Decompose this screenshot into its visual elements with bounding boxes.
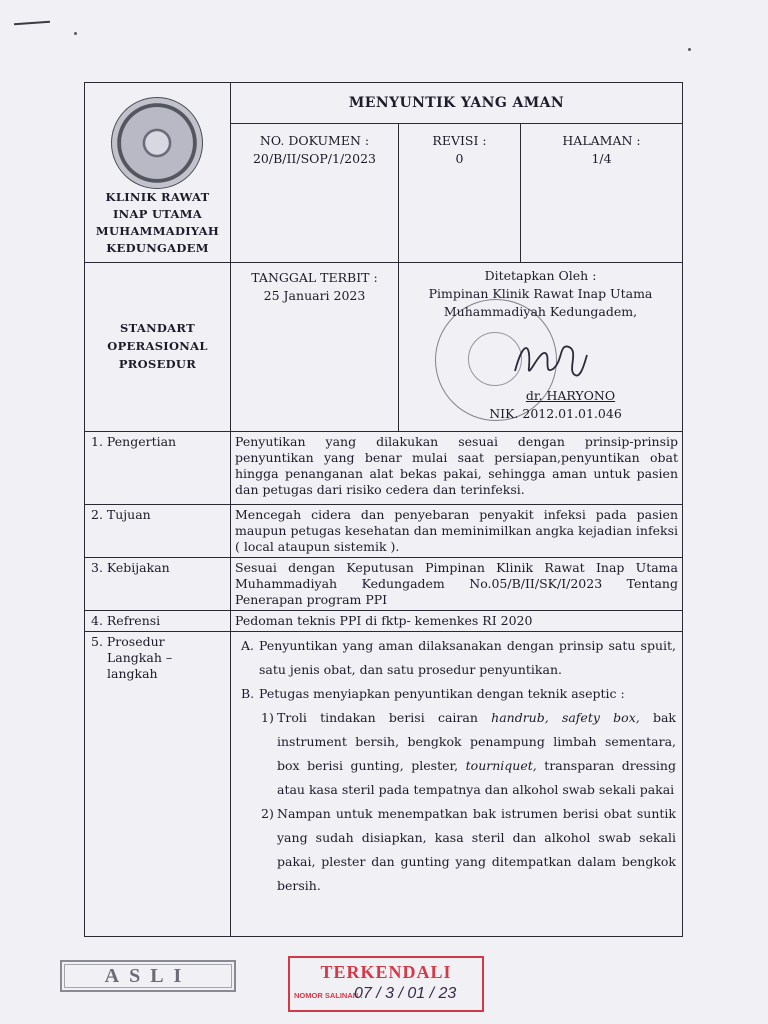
sop-header-table xyxy=(84,82,683,937)
tujuan-text: Mencegah cidera dan penyebaran penyakit infeksi pada pasien maupun petugas kesehatan dan meminimilkan angka kejadian infeksi ( local ataupun sistemik ). xyxy=(231,505,683,558)
prosedur-content xyxy=(231,632,683,937)
sop-label-cell xyxy=(85,263,231,432)
scan-mark xyxy=(14,21,50,26)
tujuan-label: 2. Tujuan xyxy=(85,505,231,558)
doc-number-label: NO. DOKUMEN : xyxy=(259,133,370,148)
set-by-label: Ditetapkan Oleh : xyxy=(484,268,597,283)
revision-value: 0 xyxy=(455,151,464,166)
pengertian-text: Penyutikan yang dilakukan sesuai dengan prinsip-prinsip penyuntikan yang benar mulai saat persiapan,penyuntikan obat hingga penanganan alat bekas pakai, sehingga aman untuk pasien dan petugas dari risiko cedera dan terinfeksi. xyxy=(231,432,683,505)
issue-date-label: TANGGAL TERBIT : xyxy=(251,270,378,285)
revision-cell xyxy=(399,124,521,263)
clinic-logo-cell xyxy=(85,83,231,263)
approval-cell xyxy=(399,263,683,432)
original-stamp: ASLI xyxy=(60,960,236,992)
prosedur-item-b: B. Petugas menyiapkan penyuntikan dengan teknik aseptic : xyxy=(241,686,625,701)
page-cell xyxy=(521,124,683,263)
controlled-copy-stamp xyxy=(288,956,484,1012)
document-title: MENYUNTIK YANG AMAN xyxy=(231,83,683,124)
signer-name: dr. HARYONO xyxy=(525,388,616,403)
referensi-label: 4. Refrensi xyxy=(85,611,231,632)
scan-dot xyxy=(74,32,77,35)
issue-date-value: 25 Januari 2023 xyxy=(263,288,366,303)
referensi-text: Pedoman teknis PPI di fktp- kemenkes RI 2020 xyxy=(231,611,683,632)
copy-number-value: 07 / 3 / 01 / 23 xyxy=(354,985,457,1002)
sop-label: STANDART OPERASIONAL PROSEDUR xyxy=(107,321,208,371)
controlled-copy-title: TERKENDALI xyxy=(320,962,452,982)
prosedur-item-a: A. Penyuntikan yang aman dilaksanakan dengan prinsip satu spuit, satu jenis obat, dan satu prosedur penyuntikan. xyxy=(241,638,676,677)
page-label: HALAMAN : xyxy=(562,133,641,148)
prosedur-subitem-2: 2) Nampan untuk menempatkan bak istrumen berisi obat suntik yang sudah disiapkan, kasa steril dan alkohol swab sekali pakai, plester dan gunting yang ditempatkan dalam bengkok bersih. xyxy=(261,806,676,893)
muhammadiyah-logo-icon xyxy=(111,97,203,189)
issue-date-cell xyxy=(231,263,399,432)
set-by-org-line2: Muhammadiyah Kedungadem, xyxy=(443,304,638,319)
clinic-name: KLINIK RAWAT INAP UTAMA MUHAMMADIYAH KEDUNGADEM xyxy=(95,190,220,255)
revision-label: REVISI : xyxy=(432,133,487,148)
scan-dot xyxy=(688,48,691,51)
kebijakan-label: 3. Kebijakan xyxy=(85,558,231,611)
prosedur-label: 5. Prosedur Langkah – langkah xyxy=(85,632,231,937)
kebijakan-text: Sesuai dengan Keputusan Pimpinan Klinik Rawat Inap Utama Muhammadiyah Kedungadem No.05/B/II/SK/I/2023 Tentang Penerapan program PPI xyxy=(231,558,683,611)
signature-mark xyxy=(509,331,589,391)
prosedur-subitem-1: 1) Troli tindakan berisi cairan handrub, safety box, bak instrument bersih, bengkok penampung limbah sementara, box berisi gunting, plester, tourniquet, transparan dressing atau kasa steril pada tempatnya dan alkohol swab sekali pakai xyxy=(261,710,676,797)
doc-number-value: 20/B/II/SOP/1/2023 xyxy=(252,151,376,166)
copy-number-label: NOMOR SALINAN : xyxy=(294,991,363,1000)
pengertian-label: 1. Pengertian xyxy=(85,432,231,505)
signer-nik: NIK. 2012.01.01.046 xyxy=(489,406,622,421)
page-value: 1/4 xyxy=(591,151,612,166)
doc-number-cell xyxy=(231,124,399,263)
set-by-org-line1: Pimpinan Klinik Rawat Inap Utama xyxy=(428,286,653,301)
